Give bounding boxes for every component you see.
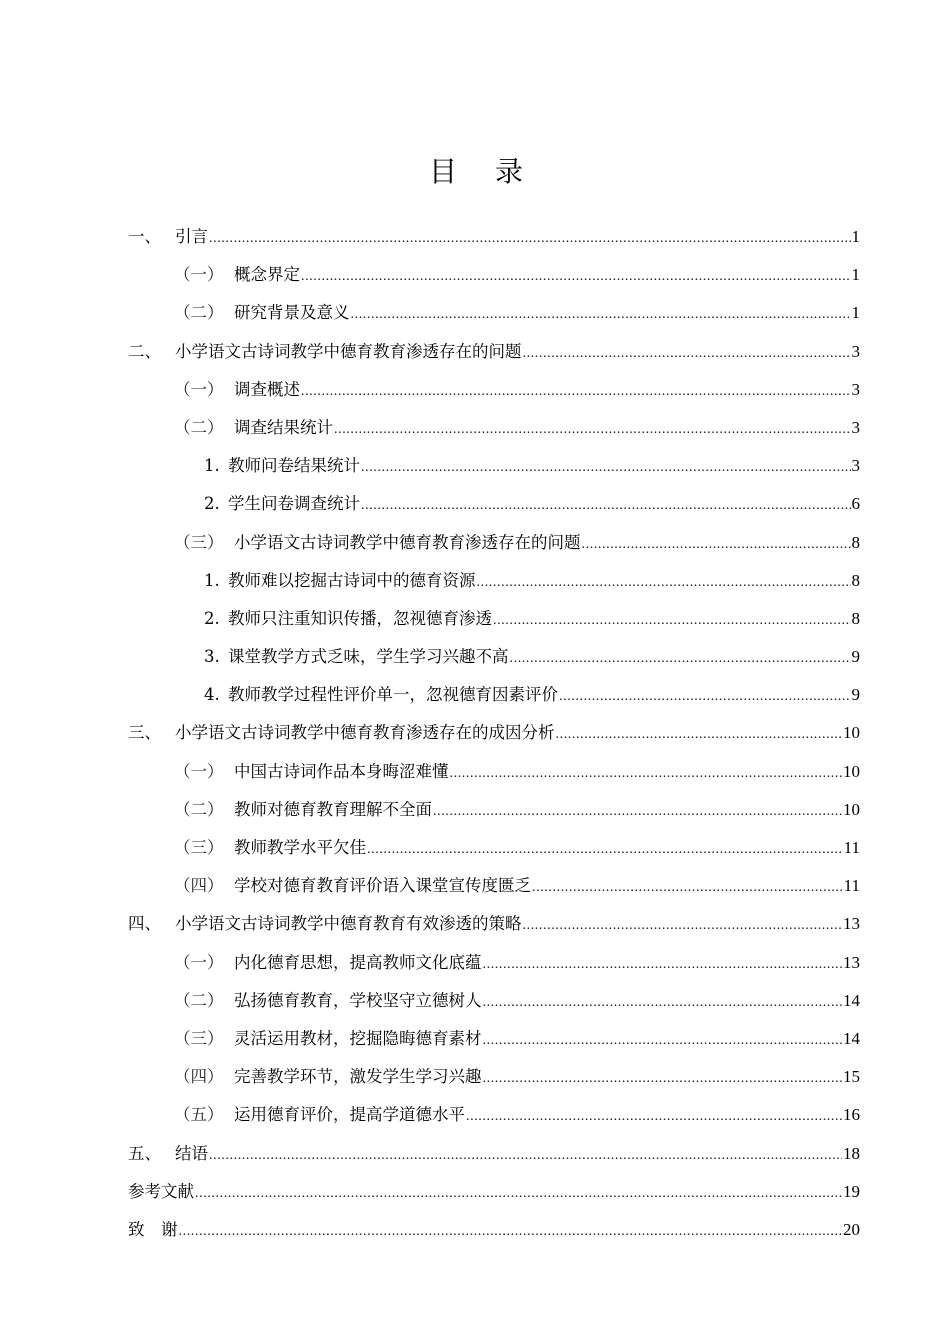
toc-entry-subsection[interactable] xyxy=(128,414,860,452)
toc-entry-label: 引言 xyxy=(175,227,208,246)
dot-leader xyxy=(301,376,851,406)
toc-entry-page: 13 xyxy=(843,914,860,934)
toc-entry-number: 一、 xyxy=(128,227,161,246)
toc-entry-number: 五、 xyxy=(128,1143,161,1163)
toc-entry-page: 16 xyxy=(843,1105,860,1125)
toc-entry-item[interactable] xyxy=(128,643,860,681)
dot-leader xyxy=(334,414,851,444)
toc-entry-references[interactable] xyxy=(128,1178,860,1216)
dot-leader xyxy=(493,605,851,635)
toc-entry-page: 10 xyxy=(843,723,860,743)
toc-entry-page: 11 xyxy=(843,876,860,896)
toc-entry-page: 19 xyxy=(843,1181,860,1201)
toc-entry-section-5[interactable] xyxy=(128,1140,860,1178)
toc-entry-number: （四） xyxy=(174,1067,224,1087)
toc-entry-number: （一） xyxy=(174,952,224,972)
toc-entry-number: （一） xyxy=(174,265,224,285)
toc-entry-subsection[interactable] xyxy=(128,949,860,987)
dot-leader xyxy=(179,1216,843,1246)
toc-entry-page: 1 xyxy=(851,303,860,323)
toc-entry-label: 内化德育思想，提高教师文化底蕴 xyxy=(234,952,482,972)
toc-entry-page: 3 xyxy=(851,417,860,437)
toc-entry-subsection[interactable] xyxy=(128,796,860,834)
toc-entry-number: 2. xyxy=(204,608,220,628)
toc-entry-label: 小学语文古诗词教学中德育教育有效渗透的策略 xyxy=(175,914,522,934)
toc-entry-number: 1. xyxy=(204,570,220,590)
dot-leader xyxy=(477,567,851,597)
toc-entry-number: 2. xyxy=(204,494,220,514)
toc-entry-page: 20 xyxy=(843,1219,860,1239)
toc-entry-page: 11 xyxy=(843,838,860,857)
toc-entry-page: 1 xyxy=(851,227,860,246)
dot-leader xyxy=(195,1178,842,1208)
toc-entry-page: 10 xyxy=(843,761,860,781)
toc-entry-label: 完善教学环节，激发学生学习兴趣 xyxy=(234,1067,482,1087)
toc-entry-label: 调查结果统计 xyxy=(234,417,333,437)
toc-entry-number: 二、 xyxy=(128,341,161,361)
dot-leader xyxy=(483,987,843,1017)
toc-entry-page: 18 xyxy=(843,1143,860,1163)
toc-entry-label: 调查概述 xyxy=(234,379,300,399)
toc-entry-page: 8 xyxy=(851,608,860,628)
toc-entry-label: 弘扬德育教育，学校坚守立德树人 xyxy=(234,990,482,1010)
toc-entry-label: 参考文献 xyxy=(128,1181,194,1201)
dot-leader xyxy=(209,1140,842,1170)
toc-entry-acknowledgements[interactable] xyxy=(128,1216,860,1254)
toc-entry-label: 教师只注重知识传播，忽视德育渗透 xyxy=(228,608,492,628)
toc-entry-number: （三） xyxy=(174,838,224,857)
dot-leader xyxy=(523,910,843,940)
dot-leader xyxy=(450,758,843,788)
toc-entry-label: 中国古诗词作品本身晦涩难懂 xyxy=(234,761,449,781)
toc-entry-page: 14 xyxy=(843,1028,860,1048)
toc-entry-subsection[interactable] xyxy=(128,1063,860,1101)
toc-entry-subsection[interactable] xyxy=(128,872,860,910)
toc-entry-label: 小学语文古诗词教学中德育教育渗透存在的问题 xyxy=(175,341,522,361)
toc-entry-label: 结语 xyxy=(175,1143,208,1163)
toc-entry-label: 研究背景及意义 xyxy=(234,303,350,323)
table-of-contents xyxy=(128,223,860,1254)
dot-leader xyxy=(532,872,843,902)
toc-entry-subsection[interactable] xyxy=(128,376,860,414)
dot-leader xyxy=(510,643,851,673)
toc-entry-label: 教师对德育教育理解不全面 xyxy=(234,799,432,819)
toc-entry-page: 10 xyxy=(843,799,860,819)
toc-entry-number: （二） xyxy=(174,990,224,1010)
toc-entry-page: 13 xyxy=(843,952,860,972)
toc-entry-page: 3 xyxy=(851,456,860,476)
dot-leader xyxy=(361,452,851,482)
toc-entry-label: 教师教学水平欠佳 xyxy=(234,838,366,857)
dot-leader xyxy=(351,299,851,329)
toc-entry-page: 3 xyxy=(851,379,860,399)
toc-entry-label: 教师教学过程性评价单一，忽视德育因素评价 xyxy=(228,685,558,705)
toc-entry-label: 教师难以挖掘古诗词中的德育资源 xyxy=(228,570,476,590)
dot-leader xyxy=(209,223,851,253)
toc-entry-number: 四、 xyxy=(128,914,161,934)
toc-entry-number: （二） xyxy=(174,303,224,323)
toc-entry-label: 灵活运用教材，挖掘隐晦德育素材 xyxy=(234,1028,482,1048)
toc-entry-page: 8 xyxy=(851,532,860,552)
toc-entry-number: 三、 xyxy=(128,723,161,743)
toc-entry-number: （二） xyxy=(174,799,224,819)
toc-entry-number: （四） xyxy=(174,876,224,896)
toc-entry-subsection[interactable] xyxy=(128,1101,860,1139)
toc-entry-subsection[interactable] xyxy=(128,834,860,872)
toc-entry-subsection[interactable] xyxy=(128,261,860,299)
toc-entry-item[interactable] xyxy=(128,681,860,719)
toc-entry-label: 课堂教学方式乏味，学生学习兴趣不高 xyxy=(228,647,509,667)
toc-entry-page: 6 xyxy=(851,494,860,514)
toc-entry-number: （一） xyxy=(174,761,224,781)
toc-entry-item[interactable] xyxy=(128,490,860,528)
toc-entry-section-3[interactable] xyxy=(128,719,860,757)
toc-entry-number: （三） xyxy=(174,532,224,552)
toc-entry-number: （二） xyxy=(174,417,224,437)
toc-entry-section-2[interactable] xyxy=(128,338,860,376)
toc-entry-subsection[interactable] xyxy=(128,1025,860,1063)
toc-entry-page: 14 xyxy=(843,990,860,1010)
toc-entry-label: 小学语文古诗词教学中德育教育渗透存在的成因分析 xyxy=(175,723,555,743)
dot-leader xyxy=(483,1025,843,1055)
toc-entry-page: 8 xyxy=(851,570,860,590)
dot-leader xyxy=(483,949,843,979)
toc-entry-number: 4. xyxy=(204,685,220,705)
toc-entry-subsection[interactable] xyxy=(128,758,860,796)
toc-entry-number: （三） xyxy=(174,1028,224,1048)
toc-entry-page: 3 xyxy=(851,341,860,361)
dot-leader xyxy=(559,681,851,711)
toc-entry-label: 致 谢 xyxy=(128,1219,178,1239)
dot-leader xyxy=(301,261,851,291)
toc-entry-subsection[interactable] xyxy=(128,987,860,1025)
toc-entry-page: 1 xyxy=(851,265,860,285)
toc-entry-page: 15 xyxy=(843,1067,860,1087)
toc-entry-number: 3. xyxy=(204,647,220,667)
dot-leader xyxy=(523,338,851,368)
toc-entry-number: （一） xyxy=(174,379,224,399)
toc-entry-item[interactable] xyxy=(128,452,860,490)
dot-leader xyxy=(466,1101,842,1131)
dot-leader xyxy=(367,834,843,864)
toc-entry-number: 1. xyxy=(204,456,220,476)
toc-entry-label: 教师问卷结果统计 xyxy=(228,456,360,476)
dot-leader xyxy=(483,1063,843,1093)
toc-entry-label: 学校对德育教育评价语入课堂宣传度匮乏 xyxy=(234,876,531,896)
toc-entry-number: （五） xyxy=(174,1105,224,1125)
toc-entry-label: 小学语文古诗词教学中德育教育渗透存在的问题 xyxy=(234,532,581,552)
toc-entry-section-4[interactable] xyxy=(128,910,860,948)
dot-leader xyxy=(361,490,851,520)
toc-title: 目录 xyxy=(428,155,561,188)
dot-leader xyxy=(582,529,851,559)
toc-entry-subsection[interactable] xyxy=(128,299,860,337)
toc-entry-subsection[interactable] xyxy=(128,529,860,567)
toc-entry-label: 概念界定 xyxy=(234,265,300,285)
toc-entry-page: 9 xyxy=(851,685,860,705)
toc-entry-item[interactable] xyxy=(128,567,860,605)
toc-entry-label: 学生问卷调查统计 xyxy=(228,494,360,514)
toc-entry-label: 运用德育评价，提高学道德水平 xyxy=(234,1105,465,1125)
toc-entry-page: 9 xyxy=(851,647,860,667)
toc-entry-section-1[interactable] xyxy=(128,223,860,261)
toc-entry-item[interactable] xyxy=(128,605,860,643)
dot-leader xyxy=(556,719,843,749)
dot-leader xyxy=(433,796,842,826)
